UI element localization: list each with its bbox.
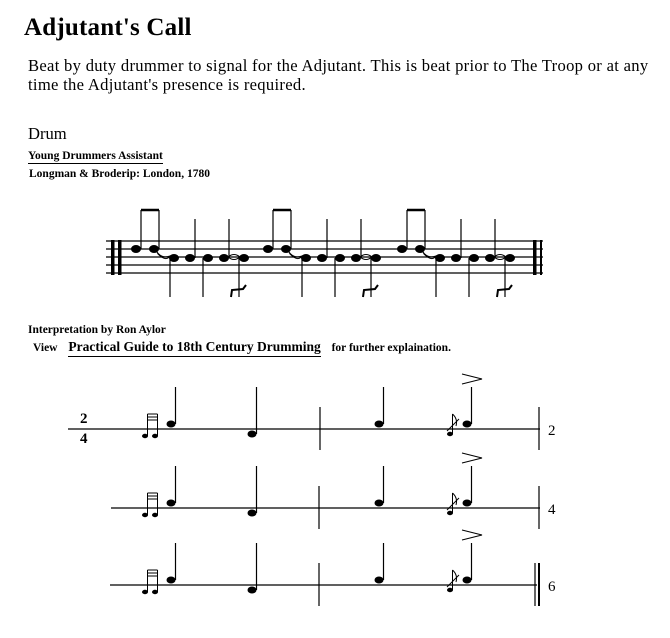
note-group-1 xyxy=(132,210,249,297)
view-prefix: View xyxy=(33,342,58,354)
interpreted-notes-1 xyxy=(142,374,482,438)
start-barline xyxy=(111,240,115,275)
time-signature-bottom: 4 xyxy=(80,431,88,447)
instrument-label: Drum xyxy=(28,124,67,143)
page-title: Adjutant's Call xyxy=(24,14,192,41)
view-suffix: for further explaination. xyxy=(331,342,451,354)
accent-icon xyxy=(462,453,482,463)
interpreted-system-2 xyxy=(111,486,556,529)
accent-icon xyxy=(462,374,482,384)
practical-guide-link[interactable]: Practical Guide to 18th Century Drumming xyxy=(68,339,320,357)
note-group-3 xyxy=(398,210,515,297)
measure-number: 4 xyxy=(548,502,556,518)
description: Beat by duty drummer to signal for the Adjutant. This is beat prior to The Troop or at any time the Adjutant's presence is required. xyxy=(28,56,649,94)
source-publisher: Longman & Broderip: London, 1780 xyxy=(29,168,210,180)
accent-icon xyxy=(462,530,482,540)
source-title: Young Drummers Assistant xyxy=(28,150,163,162)
interpreted-system-1 xyxy=(68,407,556,450)
interpretation-credit: Interpretation by Ron Aylor xyxy=(28,324,166,336)
interpreted-notes-3 xyxy=(142,530,482,594)
time-signature-top: 2 xyxy=(80,411,88,427)
measure-number: 6 xyxy=(548,579,556,595)
interpreted-notes-2 xyxy=(142,453,482,517)
view-guide-line xyxy=(33,339,451,357)
end-barline xyxy=(533,240,537,275)
measure-number: 2 xyxy=(548,423,556,439)
interpreted-system-3 xyxy=(110,563,556,606)
note-group-2 xyxy=(264,210,381,297)
